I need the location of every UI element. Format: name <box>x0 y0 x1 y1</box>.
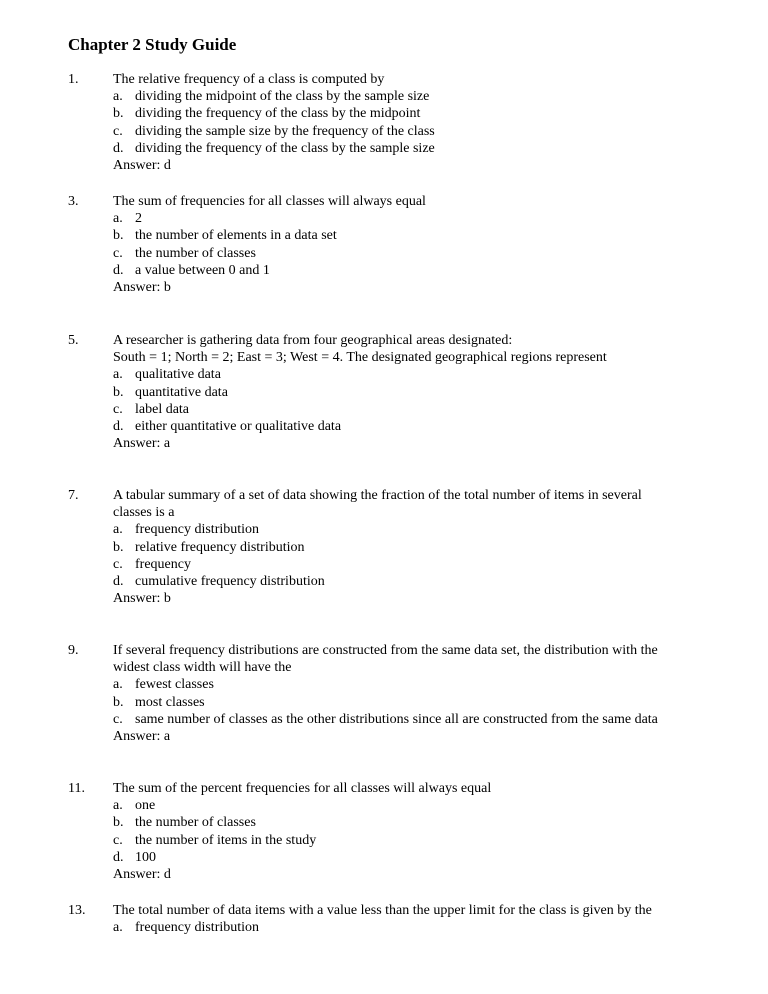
question-stem: If several frequency distributions are constructed from the same data set, the distribution with the widest class width will have the <box>113 643 658 676</box>
answer-text: Answer: a <box>113 729 171 745</box>
question-item <box>68 487 728 607</box>
option-letter: d. <box>113 574 124 590</box>
question-item <box>68 642 728 745</box>
option-item <box>113 521 728 538</box>
question-item <box>68 780 728 883</box>
option-text: frequency distribution <box>135 522 260 538</box>
option-letter: c. <box>113 711 123 727</box>
question-number: 11. <box>68 781 85 796</box>
option-text: frequency distribution <box>135 920 260 936</box>
option-text: a value between 0 and 1 <box>135 262 270 278</box>
option-item <box>113 366 728 383</box>
option-letter: a. <box>113 920 123 936</box>
question-stem: A tabular summary of a set of data showing the fraction of the total number of items in several classes is a <box>113 488 642 521</box>
option-text: dividing the frequency of the class by the midpoint <box>135 106 421 122</box>
option-item <box>113 694 728 711</box>
option-text: cumulative frequency distribution <box>135 574 325 590</box>
option-letter: c. <box>113 832 123 848</box>
page-title: Chapter 2 Study Guide <box>68 35 237 54</box>
option-text: either quantitative or qualitative data <box>135 419 342 435</box>
question-stem: A researcher is gathering data from four geographical areas designated: South = 1; North = 2; East = 3; West = 4. The designated geographical regions represent <box>113 333 607 366</box>
option-text: the number of classes <box>135 815 256 831</box>
option-item <box>113 919 728 936</box>
option-letter: d. <box>113 849 124 865</box>
answer-text: Answer: d <box>113 158 171 174</box>
option-text: most classes <box>135 694 205 710</box>
option-item <box>113 262 728 279</box>
option-item <box>113 401 728 418</box>
answer-text: Answer: b <box>113 280 171 296</box>
option-item <box>113 556 728 573</box>
option-text: the number of items in the study <box>135 832 317 848</box>
answer-text: Answer: b <box>113 591 171 607</box>
question-body <box>113 902 728 936</box>
option-letter: c. <box>113 123 123 139</box>
option-text: one <box>135 798 156 814</box>
option-text: relative frequency distribution <box>135 539 305 555</box>
option-text: label data <box>135 401 190 417</box>
option-text: the number of elements in a data set <box>135 228 337 244</box>
option-item <box>113 88 728 105</box>
question-stem: The sum of the percent frequencies for all classes will always equal <box>113 781 492 796</box>
question-body <box>113 487 728 607</box>
option-letter: d. <box>113 262 124 278</box>
question-body <box>113 193 728 296</box>
option-text: dividing the midpoint of the class by the sample size <box>135 89 430 105</box>
option-item <box>113 227 728 244</box>
option-letter: a. <box>113 367 123 383</box>
option-letter: d. <box>113 419 124 435</box>
option-letter: c. <box>113 556 123 572</box>
option-text: dividing the frequency of the class by the sample size <box>135 140 435 156</box>
option-item <box>113 384 728 401</box>
question-number: 5. <box>68 333 79 348</box>
option-letter: b. <box>113 815 124 831</box>
option-letter: b. <box>113 694 124 710</box>
option-item <box>113 140 728 157</box>
question-stem: The relative frequency of a class is computed by <box>113 72 385 87</box>
option-item <box>113 210 728 227</box>
question-body <box>113 332 728 452</box>
option-text: qualitative data <box>135 367 221 383</box>
question-number: 1. <box>68 72 79 87</box>
option-letter: b. <box>113 106 124 122</box>
question-number: 3. <box>68 194 79 209</box>
option-letter: d. <box>113 140 124 156</box>
option-text: 100 <box>135 849 156 865</box>
option-text: quantitative data <box>135 384 228 400</box>
option-item <box>113 105 728 122</box>
option-text: dividing the sample size by the frequency of the class <box>135 123 435 139</box>
option-letter: a. <box>113 89 123 105</box>
option-letter: a. <box>113 522 123 538</box>
option-letter: c. <box>113 245 123 261</box>
question-number: 9. <box>68 643 79 658</box>
option-letter: a. <box>113 798 123 814</box>
option-item <box>113 123 728 140</box>
option-item <box>113 797 728 814</box>
question-body <box>113 71 728 174</box>
answer-text: Answer: a <box>113 436 171 452</box>
answer-text: Answer: d <box>113 867 171 883</box>
option-letter: b. <box>113 384 124 400</box>
question-number: 7. <box>68 488 79 503</box>
option-text: 2 <box>135 211 142 227</box>
question-item <box>68 902 728 936</box>
option-letter: a. <box>113 211 123 227</box>
option-item <box>113 849 728 866</box>
option-item <box>113 832 728 849</box>
option-item <box>113 539 728 556</box>
option-letter: b. <box>113 539 124 555</box>
question-stem: The sum of frequencies for all classes will always equal <box>113 194 426 209</box>
option-letter: c. <box>113 401 123 417</box>
question-body <box>113 780 728 883</box>
option-letter: a. <box>113 677 123 693</box>
option-item <box>113 573 728 590</box>
question-item <box>68 193 728 296</box>
option-item <box>113 418 728 435</box>
question-item <box>68 71 728 174</box>
question-number: 13. <box>68 903 86 918</box>
option-text: same number of classes as the other distributions since all are constructed from the same data <box>135 711 658 727</box>
option-item <box>113 676 728 693</box>
question-stem: The total number of data items with a value less than the upper limit for the class is given by the <box>113 903 652 918</box>
option-text: frequency <box>135 556 191 572</box>
question-body <box>113 642 728 745</box>
option-letter: b. <box>113 228 124 244</box>
option-item <box>113 814 728 831</box>
option-text: the number of classes <box>135 245 256 261</box>
option-item <box>113 711 728 728</box>
question-item <box>68 332 728 452</box>
option-text: fewest classes <box>135 677 214 693</box>
option-item <box>113 245 728 262</box>
